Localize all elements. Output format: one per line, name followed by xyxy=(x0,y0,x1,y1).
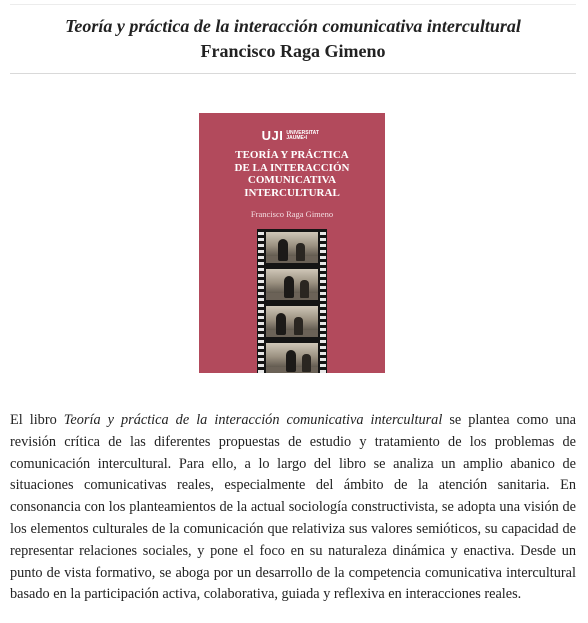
university-logo xyxy=(199,127,385,144)
cover-title xyxy=(205,149,379,199)
page-header xyxy=(10,0,576,74)
book-cover-image xyxy=(199,113,385,373)
logo-subtitle-line-2: JAUME•I xyxy=(286,134,308,141)
film-frame xyxy=(266,306,318,337)
logo-subtitle xyxy=(286,131,322,141)
cover-title-line: INTERCULTURAL xyxy=(244,186,340,199)
page-author: Francisco Raga Gimeno xyxy=(200,41,386,61)
description-intro: El libro xyxy=(10,412,64,428)
cover-title-line: DE LA INTERACCIÓN xyxy=(234,161,350,174)
film-perforations xyxy=(320,229,326,373)
filmstrip-illustration xyxy=(257,229,327,373)
logo-subtitle-line-1: UNIVERSITAT xyxy=(286,129,319,136)
cover-title-line: TEORÍA Y PRÁCTICA xyxy=(235,149,349,161)
cover-title-line: COMUNICATIVA xyxy=(247,174,337,186)
page-title: Teoría y práctica de la interacción comunicativa intercultural xyxy=(65,16,521,36)
film-frame xyxy=(266,232,318,263)
logo-text: UJI xyxy=(261,128,284,144)
description-body: se plantea como una revisión crítica de las diferentes propuestas de estudio y tratamiento de los problemas de comunicación intercultural. Para ello, a lo largo del libro se analiza un amplio abanico de situaciones comunicativas reales, especialmente del ámbito de la atención sanitaria. En consonancia con los planteamientos de la actual sociología constructivista, se adopta una visión de los elementos culturales de la comunicación que relativiza sus valores semióticos, su capacidad de representar relaciones sociales, y pone el foco en su naturaleza dinámica y enactiva. Desde un punto de vista formativo, se aboga por un desarrollo de la competencia comunicativa intercultural basado en la participación activa, colaborativa, guiada y reflexiva en interacciones reales. xyxy=(10,412,577,603)
book-description xyxy=(10,410,576,606)
cover-author: Francisco Raga Gimeno xyxy=(250,209,334,219)
film-frame xyxy=(266,343,318,373)
description-book-title: Teoría y práctica de la interacción comunicativa intercultural xyxy=(63,412,443,428)
film-perforations xyxy=(258,229,264,373)
film-frame xyxy=(266,269,318,300)
